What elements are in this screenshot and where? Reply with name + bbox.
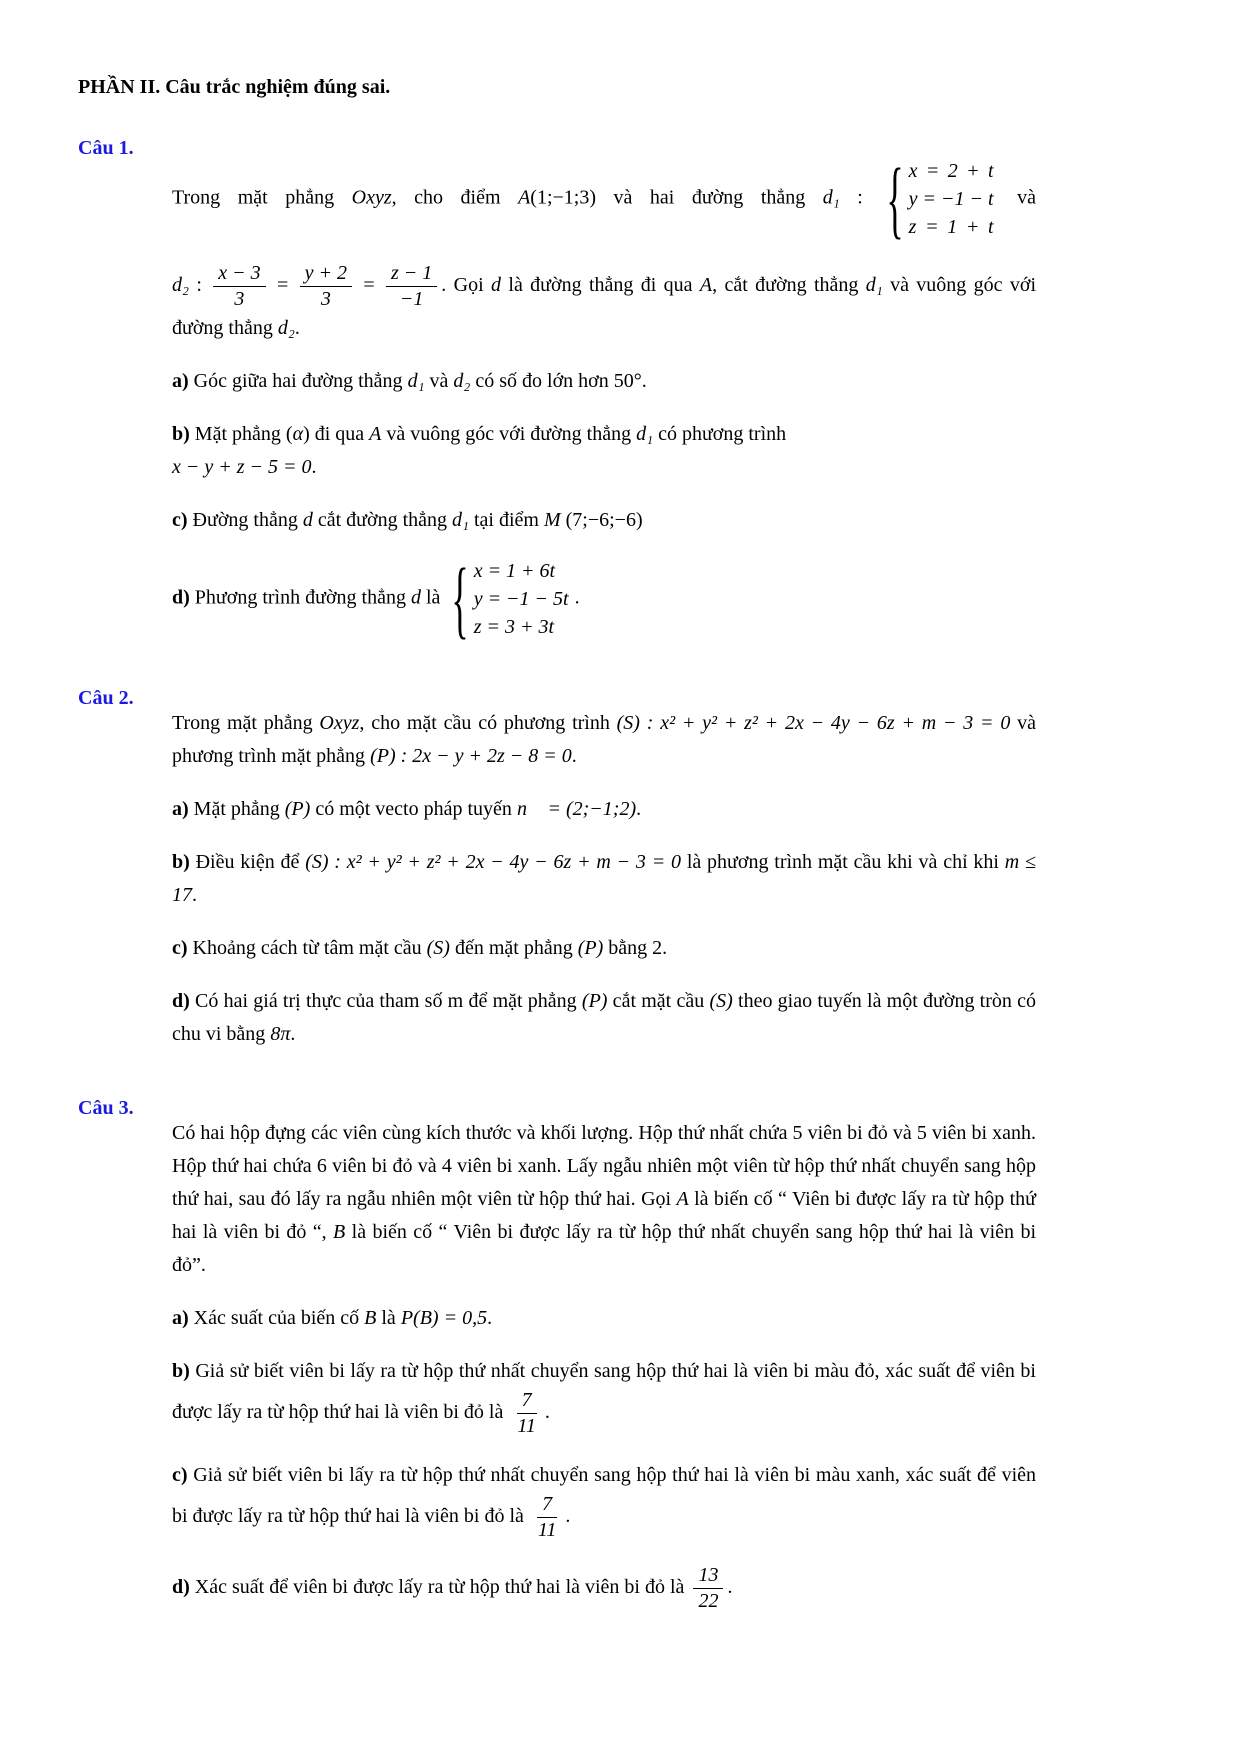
math-run: d	[410, 586, 421, 609]
question-1-option-b: b) Mặt phẳng (α) đi qua A và vuông góc với đường thẳng d₁ có phương trình x − y + z − 5 = 0.	[172, 423, 787, 478]
math-run: d	[302, 509, 313, 531]
left-brace-glyph: {	[886, 151, 904, 247]
question-3-options	[172, 1302, 1036, 1614]
system-lines	[909, 157, 994, 241]
question-1-option-d: d) Phương trình đường thẳng d là { x = 1 + 6t y = −1 − 5t z = 3 + 3t .	[172, 551, 580, 647]
question-1	[78, 137, 1036, 661]
math-run: M	[543, 509, 561, 531]
question-1-intro-line-1: Trong mặt phẳng Oxyz, cho điểm A(1;−1;3) và hai đường thẳng d₁ : { x = 2 + t y = −1 − t z = 1 + t và	[172, 151, 1036, 247]
option-letter: a)	[172, 370, 189, 392]
option-letter: d)	[172, 990, 190, 1012]
question-1-intro-line-2: d₂ : $\frac{x - 3}{3}$ = $\frac{y + 2}{3}$ = $\frac{z - 1}{-1}$ . Gọi d là đường thẳng đi qua A, cắt đường thẳng d₁ và vuông góc với đường thẳng d₂.	[172, 262, 1037, 339]
math-fraction	[533, 1492, 562, 1543]
question-1-body	[172, 137, 1036, 661]
question-1-options	[172, 365, 1036, 647]
math-run: A	[518, 186, 531, 209]
question-3-intro: Có hai hộp đựng các viên cùng kích thước và khối lượng. Hộp thứ nhất chứa 5 viên bi đỏ và 5 viên bi xanh. Hộp thứ hai chứa 6 viên bi đỏ và 4 viên bi xanh. Lấy ngẫu nhiên một viên từ hộp thứ nhất chuyển sang hộp thứ hai, sau đó lấy ra ngẫu nhiên một viên từ hộp thứ hai. Gọi A là biến cố “ Viên bi được lấy ra từ hộp thứ hai là viên bi đỏ “, B là biến cố “ Viên bi được lấy ra từ hộp thứ nhất chuyển sang hộp thứ hai là viên bi đỏ”.	[172, 1122, 1036, 1276]
system-line: x = 2 + t	[908, 160, 994, 182]
fraction-numerator: 7	[517, 1388, 537, 1414]
fraction-numerator: 7	[537, 1492, 557, 1518]
math-run: n⃗ = (2;−1;2)	[516, 798, 637, 820]
option-letter: c)	[172, 937, 188, 959]
question-3-option-a: a) Xác suất của biến cố B là P(B) = 0,5.	[172, 1307, 493, 1329]
math-run: B	[333, 1221, 346, 1243]
fraction-numerator: y + 2	[300, 261, 352, 287]
question-2	[78, 687, 1036, 1071]
math-run: Oxyz	[351, 186, 392, 209]
question-2-label: Câu 2.	[78, 687, 134, 709]
math-run: x − y + z − 5 = 0	[172, 456, 312, 478]
math-fraction	[213, 261, 265, 312]
math-run: d	[491, 274, 502, 297]
math-run: (P)	[284, 798, 311, 820]
option-letter: b)	[172, 851, 190, 873]
option-letter: c)	[172, 1464, 188, 1486]
math-run: d₁	[865, 274, 883, 297]
question-3-option-c: c) Giả sử biết viên bi lấy ra từ hộp thứ nhất chuyển sang hộp thứ hai là viên bi màu xanh, xác suất để viên bi được lấy ra từ hộp thứ hai là viên bi đỏ là $\frac{7}{11}$ .	[172, 1464, 1036, 1541]
option-letter: d)	[172, 586, 190, 609]
system-line: z = 1 + t	[908, 216, 994, 238]
fraction-denominator: 3	[320, 288, 331, 310]
question-1-label: Câu 1.	[78, 137, 134, 159]
math-fraction	[512, 1388, 541, 1439]
option-letter: a)	[172, 1307, 189, 1329]
math-run: A	[699, 274, 713, 297]
fraction-numerator: x − 3	[213, 261, 265, 287]
math-run: 8π	[270, 1023, 291, 1045]
left-brace-glyph: {	[451, 551, 469, 647]
math-run: B	[364, 1307, 377, 1329]
fraction-numerator: z − 1	[386, 261, 437, 287]
fraction-denominator: 11	[537, 1519, 557, 1541]
math-run: (S) : x² + y² + z² + 2x − 4y − 6z + m − 3 = 0	[616, 712, 1011, 734]
math-run: d₂	[453, 370, 471, 392]
question-2-body	[172, 687, 1036, 1071]
system-line: y = −1 − t	[908, 188, 994, 210]
math-run: d₂	[172, 274, 189, 297]
question-2-option-b: b) Điều kiện để (S) : x² + y² + z² + 2x − 4y − 6z + m − 3 = 0 là phương trình mặt cầu khi và chỉ khi m ≤ 17.	[172, 851, 1037, 906]
question-2-option-d: d) Có hai giá trị thực của tham số m để mặt phẳng (P) cắt mặt cầu (S) theo giao tuyến là một đường tròn có chu vi bằng 8π.	[172, 990, 1036, 1045]
question-3-body	[172, 1097, 1036, 1634]
math-run: d₂	[277, 317, 295, 339]
system-line: y = −1 − 5t	[473, 588, 569, 610]
math-run: d₁	[407, 370, 425, 392]
question-1-option-a: a) Góc giữa hai đường thẳng d₁ và d₂ có số đo lớn hơn 50°.	[172, 370, 647, 392]
fraction-denominator: −1	[399, 288, 424, 310]
question-3-label: Câu 3.	[78, 1097, 134, 1119]
math-run: α	[292, 423, 304, 445]
question-2-options	[172, 793, 1036, 1051]
math-run: (S) : x² + y² + z² + 2x − 4y − 6z + m − 3 = 0	[305, 851, 682, 873]
math-run: d₁	[452, 509, 469, 531]
system-line: x = 1 + 6t	[473, 560, 556, 582]
math-run: d₁	[822, 186, 840, 209]
question-3-option-b: b) Giả sử biết viên bi lấy ra từ hộp thứ nhất chuyển sang hộp thứ hai là viên bi màu đỏ, xác suất để viên bi được lấy ra từ hộp thứ hai là viên bi đỏ là $\frac{7}{11}$ .	[172, 1360, 1036, 1437]
question-2-option-c: c) Khoảng cách từ tâm mặt cầu (S) đến mặt phẳng (P) bằng 2.	[172, 937, 668, 959]
question-3-option-d: d) Xác suất để viên bi được lấy ra từ hộp thứ hai là viên bi đỏ là $\frac{13}{22}$ .	[172, 1564, 733, 1612]
math-run: (S)	[709, 990, 733, 1012]
fraction-denominator: 22	[698, 1590, 719, 1612]
math-run: Oxyz	[319, 712, 360, 734]
question-2-intro: Trong mặt phẳng Oxyz, cho mặt cầu có phương trình (S) : x² + y² + z² + 2x − 4y − 6z + m − 3 = 0 và phương trình mặt phẳng (P) : 2x − y + 2z − 8 = 0.	[172, 712, 1036, 767]
section-heading: PHẦN II. Câu trắc nghiệm đúng sai.	[78, 76, 391, 98]
math-run: (P)	[581, 990, 608, 1012]
math-run: (P)	[577, 937, 604, 959]
math-run: d₁	[636, 423, 654, 445]
math-fraction	[386, 261, 437, 312]
option-letter: c)	[172, 509, 188, 531]
equation-system	[886, 151, 994, 247]
math-run: A	[676, 1188, 689, 1210]
question-2-option-a: a) Mặt phẳng (P) có một vecto pháp tuyến n⃗ = (2;−1;2).	[172, 798, 642, 820]
fraction-denominator: 3	[234, 288, 245, 310]
math-fraction	[693, 1563, 723, 1614]
system-line: z = 3 + 3t	[473, 616, 555, 638]
math-run: A	[369, 423, 382, 445]
option-letter: b)	[172, 423, 190, 445]
math-run: m ≤ 17	[172, 851, 1037, 906]
system-lines	[474, 557, 569, 641]
math-run: P(B) = 0,5	[400, 1307, 488, 1329]
math-run: (S)	[426, 937, 450, 959]
question-1-option-c: c) Đường thẳng d cắt đường thẳng d₁ tại điểm M (7;−6;−6)	[172, 509, 643, 531]
fraction-denominator: 11	[517, 1415, 536, 1437]
math-run: (P) : 2x − y + 2z − 8 = 0	[370, 745, 572, 767]
math-fraction	[300, 261, 352, 312]
question-3	[78, 1097, 1036, 1634]
option-letter: d)	[172, 1576, 190, 1599]
fraction-numerator: 13	[693, 1563, 723, 1589]
option-letter: a)	[172, 798, 189, 820]
equation-system	[451, 551, 569, 647]
option-letter: b)	[172, 1360, 190, 1382]
